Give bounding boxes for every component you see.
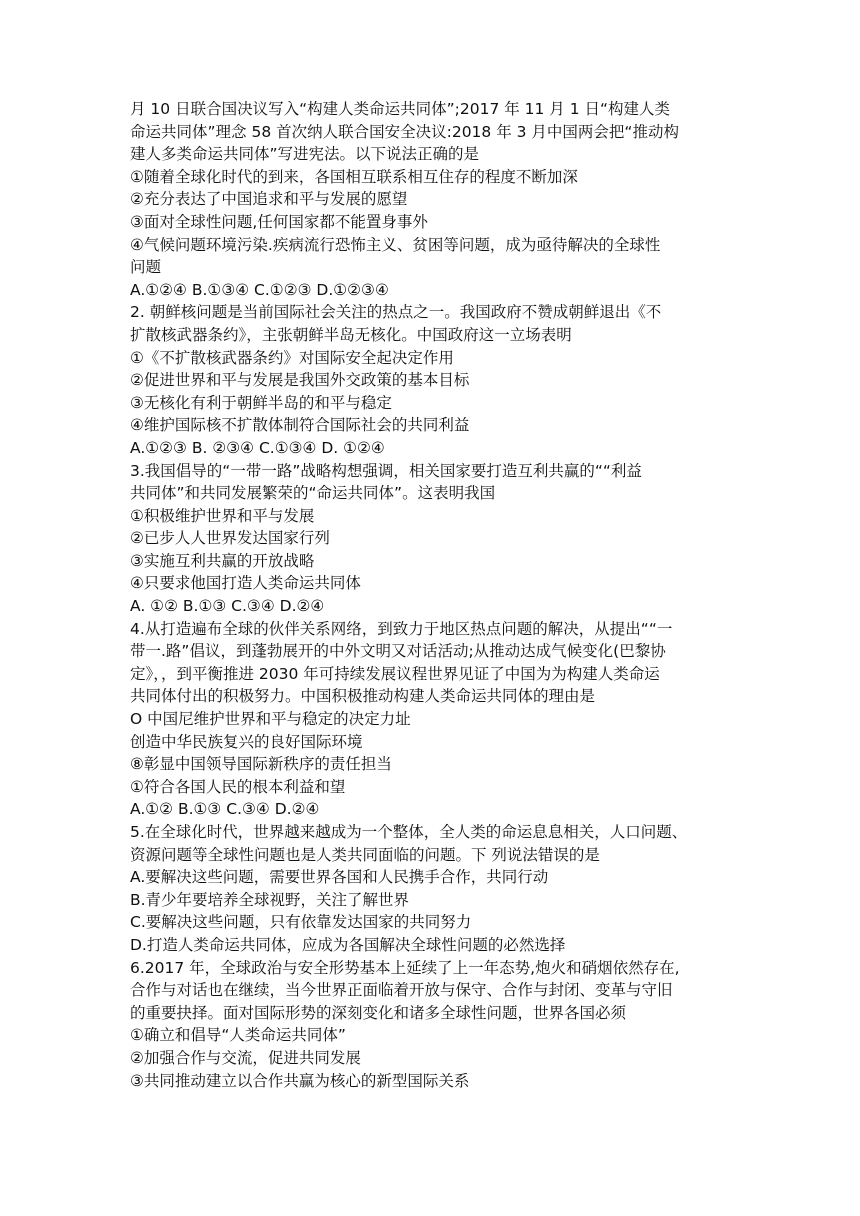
text-line: 带一.路”倡议，到蓬勃展开的中外文明又对话活动;从推动达成气候变化(巴黎协 [130,642,666,661]
text-line: ①符合各国人民的根本利益和望 [130,777,346,796]
text-line: ③无核化有利于朝鲜半岛的和平与稳定 [130,393,392,412]
text-line: ②加强合作与交流，促进共同发展 [130,1048,361,1067]
text-line: 2. 朝鲜核问题是当前国际社会关注的热点之一。我国政府不赞成朝鲜退出《不 [130,303,662,322]
text-line: 的重要抉择。面对国际形势的深刻变化和诸多全球性问题，世界各国必须 [130,1003,627,1022]
text-line: D.打造人类命运共同体，应成为各国解决全球性问题的必然选择 [130,935,566,954]
text-line: ①《不扩散核武器条约》对国际安全起决定作用 [130,348,454,367]
text-line: A.①②③ B. ②③④ C.①③④ D. ①②④ [130,438,385,457]
text-line: 共同体”和共同发展繁荣的“命运共同体”。这表明我国 [130,484,496,503]
text-line: 月 10 日联合国决议写入“构建人类命运共同体”;2017 年 11 月 1 日“构建人类 [130,100,671,118]
text-line: A. ①② B.①③ C.③④ D.②④ [130,597,325,616]
text-line: 扩散核武器条约》，主张朝鲜半岛无核化。中国政府这一立场表明 [130,325,572,344]
text-line: ①积极维护世界和平与发展 [130,506,315,525]
text-line: ②已步人人世界发达国家行列 [130,529,330,548]
text-line: ①随着全球化时代的到来，各国相互联系相互住存的程度不断加深 [130,167,578,186]
text-line: B.青少年要培养全球视野，关注了解世界 [130,890,410,909]
text-line: 4.从打造遍布全球的伙伴关系网络，到致力于地区热点问题的解决，从提出““一 [130,619,673,638]
text-line: ①确立和倡导“人类命运共同体” [130,1026,346,1045]
text-line: ③面对全球性问题,任何国家都不能置身事外 [130,212,428,231]
text-line: ③共同推动建立以合作共赢为核心的新型国际关系 [130,1071,470,1090]
text-line: 3.我国倡导的“一带一路”战略构想强调，相关国家要打造互利共赢的““利益 [130,461,642,480]
text-line: ④维护国际核不扩散体制符合国际社会的共同利益 [130,416,470,435]
text-line: A.要解决这些问题，需要世界各国和人民携手合作，共同行动 [130,868,549,887]
text-line: 建人多类命运共同体”写进宪法。以下说法正确的是 [130,145,480,164]
text-line: 创造中华民族复兴的良好国际环境 [130,732,363,751]
text-line: 定》，，到平衡推进 2030 年可持续发展议程世界见证了中国为为构建人类命运 [130,664,660,683]
text-line: O 中国尼维护世界和平与稳定的决定力址 [130,710,411,729]
text-line: 6.2017 年，全球政治与安全形势基本上延续了上一年态势,炮火和硝烟依然存在, [130,958,680,977]
text-line: 共同体付出的积极努力。中国积极推动构建人类命运共同体的理由是 [130,687,596,706]
text-line: A.①② B.①③ C.③④ D.②④ [130,800,320,819]
text-line: 命运共同体”理念 58 首次纳人联合国安全决议:2018 年 3 月中国两会把“推动构 [130,122,679,141]
text-line: ②促进世界和平与发展是我国外交政策的基本目标 [130,371,470,390]
text-line: 5.在全球化时代，世界越来越成为一个整体，全人类的命运息息相关，人口问题、 [130,823,688,841]
text-line: ⑧彰显中国领导国际新秩序的责任担当 [130,755,392,774]
text-line: ②充分表达了中国追求和平与发展的愿望 [130,190,408,209]
text-line: A.①②④ B.①③④ C.①②③ D.①②③④ [130,280,389,299]
text-line: ③实施互利共赢的开放战略 [130,551,315,570]
text-line: ④气候问题环境污染.疾病流行恐怖主义、贫困等问题，成为亟待解决的全球性 [130,235,661,254]
text-line: C.要解决这些问题，只有依靠发达国家的共同努力 [130,913,472,932]
document-page [130,98,736,1092]
text-line: 合作与对话也在继续，当今世界正面临着开放与保守、合作与封闭、变革与守旧 [130,981,673,1000]
text-line: ④只要求他国打造人类命运共同体 [130,574,361,593]
text-line: 资源问题等全球性问题也是人类共同面临的问题。下 列说法错误的是 [130,845,600,864]
text-line: 问题 [130,258,162,277]
